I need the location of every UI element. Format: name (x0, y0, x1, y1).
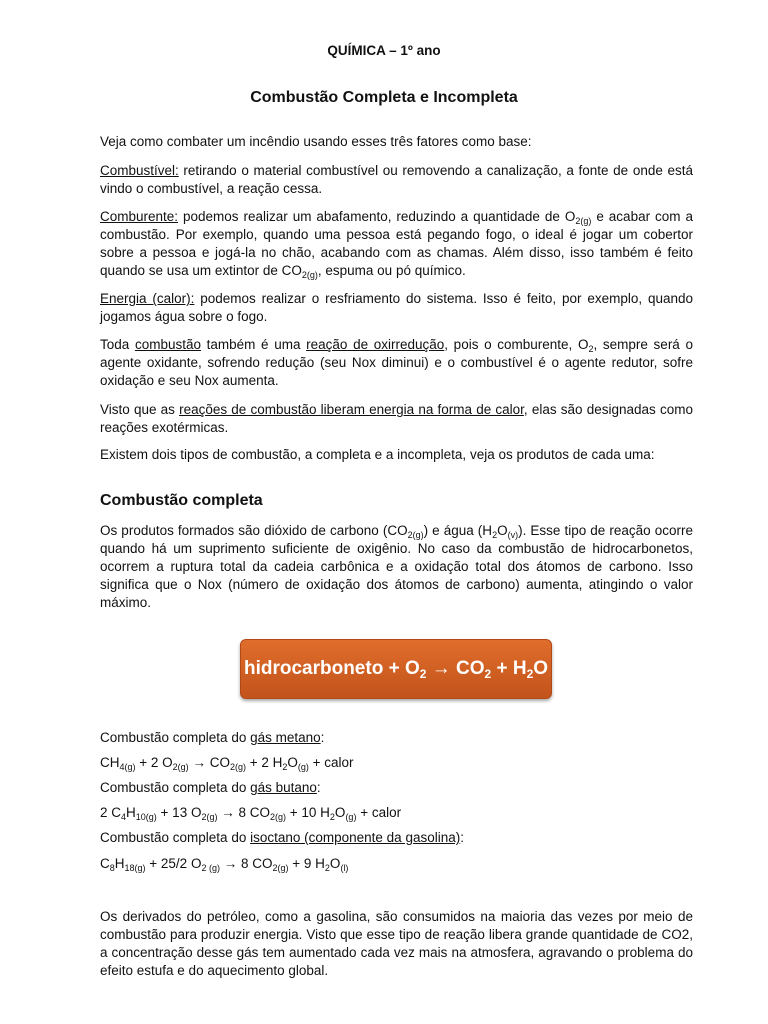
equation-text (244, 658, 548, 680)
text: podemos realizar um abafamento, reduzindo a quantidade de O (178, 209, 576, 224)
paragraph-combustivel (100, 162, 693, 198)
eq-part: → 8 CO (219, 856, 273, 871)
term-energia: Energia (calor): (100, 291, 195, 306)
eq-part: O (329, 856, 341, 871)
eq-sub: 2(g) (229, 762, 246, 772)
eq-sub: 2(g) (201, 812, 218, 822)
paragraph-toda-combustao (100, 336, 693, 390)
page-title: Combustão Completa e Incompleta (250, 89, 518, 106)
text: ). Esse tipo de reação ocorre quando há um suprimento suficiente de oxigênio. No caso da combustão de hidrocarbonetos, ocorrem a ruptura total da cadeia carbônica e a oxidação total dos átomos de carbono. Isso significa que o Nox (número de oxidação dos átomos de carbono) aumenta, atingindo o valor máximo. (100, 523, 693, 610)
link-gas-metano[interactable]: gás metano (250, 730, 321, 745)
eq-sub: 18(g) (124, 863, 146, 873)
eq-sub: 2 (g) (201, 863, 220, 873)
link-reacoes-combustao[interactable]: reações de combustão liberam energia na forma de calor (179, 402, 524, 417)
eq-part: H (114, 856, 125, 871)
text: : (316, 780, 321, 795)
equation-banner (240, 639, 552, 699)
text: O (497, 523, 508, 538)
eq-part: + 25/2 O (145, 856, 202, 871)
metano-label (100, 729, 324, 747)
metano-equation (100, 754, 354, 772)
text: Combustão completa do (100, 830, 251, 845)
butano-equation (100, 804, 401, 822)
eq-sub: 2 (419, 667, 427, 681)
link-isoctano[interactable]: isoctano (componente da gasolina) (250, 830, 461, 845)
eq-part: + 10 H (286, 805, 330, 820)
eq-sub: (g) (297, 762, 309, 772)
isoctano-equation (100, 855, 348, 873)
link-combustao[interactable]: combustão (134, 337, 201, 352)
eq-sub: 8 (109, 863, 115, 873)
link-gas-butano[interactable]: gás butano (250, 780, 317, 795)
eq-part: O (533, 658, 549, 679)
text: Toda (100, 337, 135, 352)
eq-sub: (l) (340, 863, 349, 873)
text: Combustão completa do (100, 780, 251, 795)
text: também é uma (200, 337, 307, 352)
eq-sub: 4 (121, 812, 127, 822)
subscript: (v) (507, 530, 519, 540)
eq-part: → CO (188, 755, 230, 770)
link-reacao-oxirreducao[interactable]: reação de oxirredução (306, 337, 445, 352)
eq-sub: (g) (345, 812, 357, 822)
paragraph-energia (100, 290, 693, 326)
text: retirando o material combustível ou removendo a canalização, a fonte de onde está vindo o combustível, a reação cessa. (100, 163, 693, 196)
paragraph-derivados: Os derivados do petróleo, como a gasolina, são consumidos na maioria das vezes por meio de combustão para produzir energia. Visto que esse tipo de reação libera grande quantidade de CO2, a concentração desse gás tem aumentado cada vez mais na atmosfera, agravando o problema do efeito estufa e do aquecimento global. (100, 909, 693, 978)
text: Visto que as (100, 402, 180, 417)
text: , elas são designadas como reações exotérmicas. (100, 402, 693, 435)
eq-part: + H (491, 658, 527, 679)
eq-sub: 10(g) (135, 812, 157, 822)
eq-part: O (287, 755, 298, 770)
isoctano-label (100, 829, 464, 847)
eq-sub: 2 (324, 863, 330, 873)
eq-part: 2 C (100, 805, 122, 820)
text: : (320, 730, 325, 745)
text: , pois o comburente, O (444, 337, 589, 352)
text: , sempre será o agente oxidante, sofrendo redução (seu Nox diminui) e o combustível é o agente redutor, sofre oxidação e seu Nox aumenta. (100, 337, 693, 388)
paragraph-comburente (100, 208, 693, 280)
subscript: 2 (492, 530, 498, 540)
eq-part: + 2 H (245, 755, 283, 770)
text: : (460, 830, 464, 845)
text: Combustão completa do (100, 730, 251, 745)
eq-part: hidrocarboneto + O (243, 658, 420, 679)
eq-part: O (334, 805, 346, 820)
text: podemos realizar o resfriamento do sistema. Isso é feito, por exemplo, quando jogamos água sobre o fogo. (100, 291, 693, 324)
term-comburente: Comburente: (100, 209, 179, 224)
text: Os produtos formados são dióxido de carbono (CO (100, 523, 408, 538)
eq-sub: 2(g) (172, 762, 189, 772)
butano-label (100, 779, 321, 797)
eq-part: H (126, 805, 136, 820)
text: ) e água (H (423, 523, 493, 538)
paragraph-existem: Existem dois tipos de combustão, a completa e a incompleta, veja os produtos de cada uma: (100, 447, 655, 462)
section-title-combustao-completa: Combustão completa (100, 492, 263, 509)
eq-part: → CO (426, 658, 485, 679)
eq-sub: 2 (329, 812, 335, 822)
subscript: 2(g) (407, 530, 424, 540)
subscript: 2 (588, 344, 594, 354)
eq-sub: 2(g) (272, 863, 289, 873)
eq-sub: 2 (526, 667, 534, 681)
text: e acabar com a combustão. Por exemplo, quando uma pessoa está pegando fogo, o ideal é jogar um cobertor sobre a pessoa e jogá-la no chão, acabando com as chamas. Além disso, isso também é feito quando se usa um extintor de CO (100, 209, 693, 278)
term-combustivel: Combustível: (100, 163, 179, 178)
eq-part: + 9 H (288, 856, 325, 871)
eq-part: + calor (308, 755, 354, 770)
eq-sub: 2 (282, 762, 288, 772)
eq-part: + calor (356, 805, 402, 820)
eq-sub: 2(g) (269, 812, 286, 822)
intro-paragraph: Veja como combater um incêndio usando esses três fatores como base: (100, 134, 532, 149)
eq-part: C (100, 856, 110, 871)
eq-part: + 13 O (156, 805, 202, 820)
subscript: 2(g) (575, 216, 592, 226)
subscript: 2(g) (301, 270, 318, 280)
subject-header: QUÍMICA – 1º ano (327, 43, 441, 58)
paragraph-produtos (100, 522, 693, 612)
eq-part: CH (100, 755, 120, 770)
paragraph-visto-que (100, 401, 693, 437)
eq-sub: 2 (484, 667, 492, 681)
eq-sub: 4(g) (119, 762, 136, 772)
text: , espuma ou pó químico. (317, 263, 466, 278)
eq-part: → 8 CO (217, 805, 270, 820)
eq-part: + 2 O (135, 755, 173, 770)
